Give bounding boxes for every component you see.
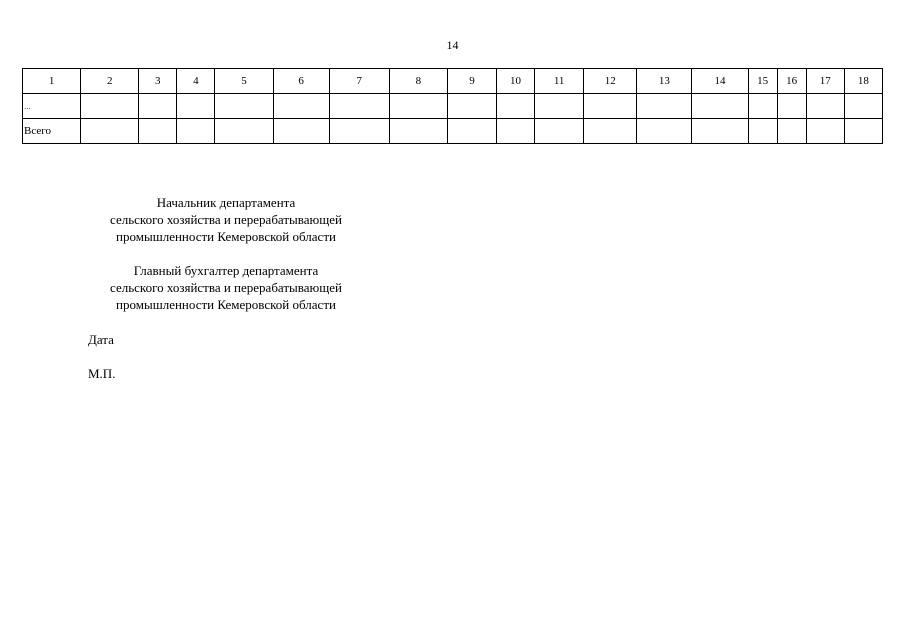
row-label: ... — [23, 94, 81, 119]
column-header: 6 — [273, 69, 329, 94]
table-cell — [177, 94, 215, 119]
head-signature-block — [88, 194, 364, 245]
table-cell — [389, 94, 447, 119]
head-title-line: промышленности Кемеровской области — [116, 229, 336, 244]
table-cell — [844, 94, 882, 119]
table-cell — [584, 119, 637, 144]
table-cell — [273, 119, 329, 144]
page-number: 14 — [446, 38, 459, 52]
table-cell — [748, 94, 777, 119]
column-header: 13 — [637, 69, 692, 94]
column-header: 2 — [81, 69, 139, 94]
column-header: 9 — [447, 69, 496, 94]
head-title-line: Начальник департамента — [156, 195, 296, 210]
table-header-row — [23, 69, 883, 94]
table-cell — [329, 94, 389, 119]
column-header: 18 — [844, 69, 882, 94]
table-cell — [844, 119, 882, 144]
head-title-line: сельского хозяйства и перерабатывающей — [110, 212, 342, 227]
accountant-title-line: сельского хозяйства и перерабатывающей — [110, 280, 342, 295]
column-header: 5 — [215, 69, 273, 94]
column-header: 11 — [535, 69, 584, 94]
table-cell — [806, 94, 844, 119]
table-cell — [584, 94, 637, 119]
table-cell — [447, 119, 496, 144]
table-cell — [637, 94, 692, 119]
column-header: 17 — [806, 69, 844, 94]
table-cell — [177, 119, 215, 144]
column-header: 16 — [777, 69, 806, 94]
column-header: 10 — [497, 69, 535, 94]
column-header: 4 — [177, 69, 215, 94]
table-cell — [81, 119, 139, 144]
column-header: 8 — [389, 69, 447, 94]
column-header: 15 — [748, 69, 777, 94]
table-cell — [81, 94, 139, 119]
table-cell — [806, 119, 844, 144]
column-header: 14 — [692, 69, 748, 94]
table-cell — [748, 119, 777, 144]
table-cell — [777, 119, 806, 144]
table-cell — [692, 119, 748, 144]
accountant-signature-block — [88, 262, 364, 313]
table-cell — [215, 94, 273, 119]
table-cell — [329, 119, 389, 144]
column-header: 12 — [584, 69, 637, 94]
table-cell — [637, 119, 692, 144]
table-cell — [535, 94, 584, 119]
accountant-title-line: Главный бухгалтер департамента — [133, 263, 319, 278]
data-table — [22, 68, 883, 144]
stamp-label: М.П. — [88, 366, 116, 381]
column-header: 3 — [139, 69, 177, 94]
row-label: Всего — [23, 119, 81, 144]
table-total-row — [23, 119, 883, 144]
table-cell — [389, 119, 447, 144]
table-cell — [215, 119, 273, 144]
table-cell — [497, 94, 535, 119]
column-header: 1 — [23, 69, 81, 94]
table-cell — [777, 94, 806, 119]
table-cell — [497, 119, 535, 144]
signature-section — [88, 194, 364, 382]
table-cell — [535, 119, 584, 144]
date-label: Дата — [88, 332, 114, 347]
table-cell — [273, 94, 329, 119]
table-row — [23, 94, 883, 119]
column-header: 7 — [329, 69, 389, 94]
accountant-title-line: промышленности Кемеровской области — [116, 297, 336, 312]
table-cell — [692, 94, 748, 119]
table-cell — [139, 94, 177, 119]
table-cell — [447, 94, 496, 119]
table-cell — [139, 119, 177, 144]
